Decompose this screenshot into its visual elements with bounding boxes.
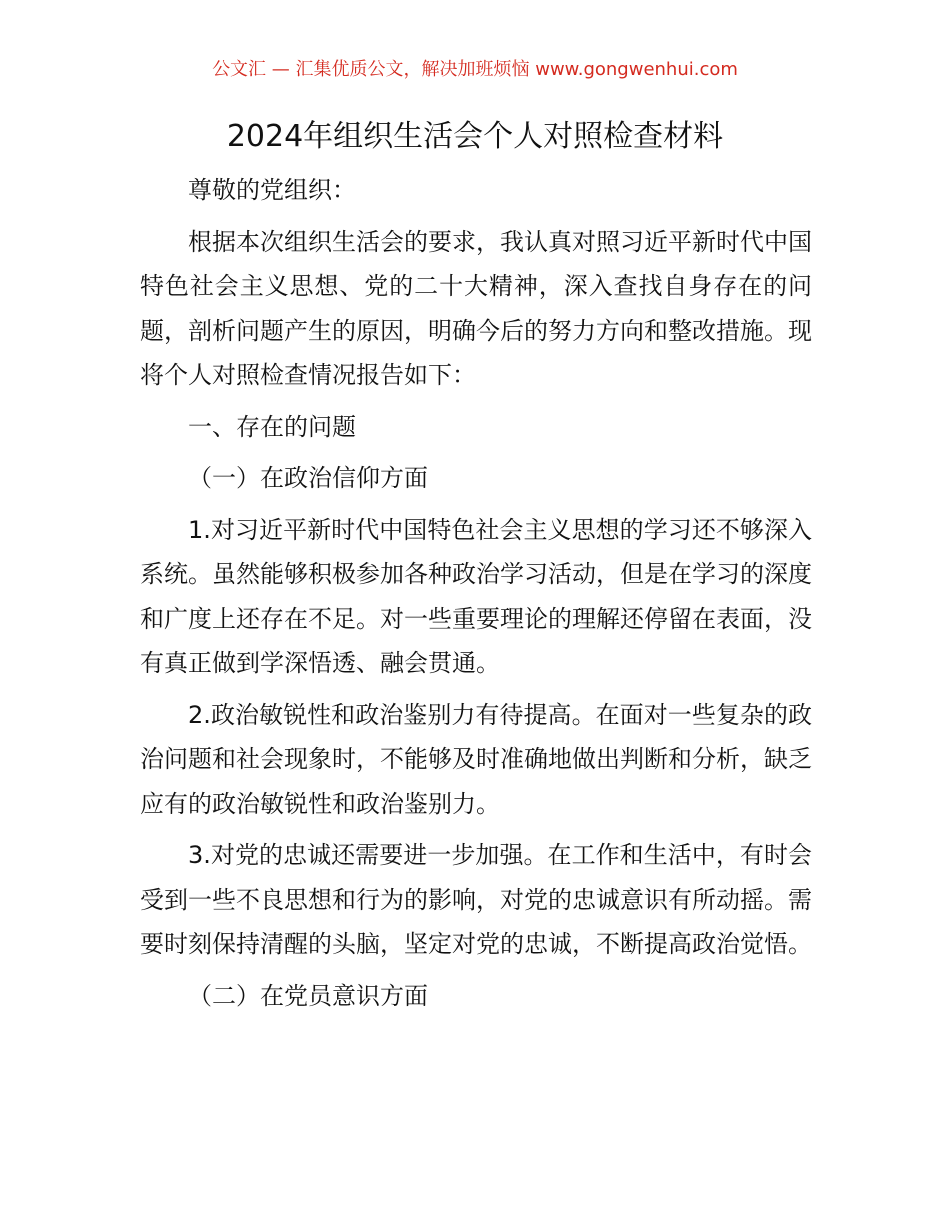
problem-item-1: 1.对习近平新时代中国特色社会主义思想的学习还不够深入系统。虽然能够积极参加各种政治学习活动，但是在学习的深度和广度上还存在不足。对一些重要理论的理解还停留在表面，没有真正做到学深悟透、融会贯通。: [140, 515, 812, 677]
subsection-heading-political-belief: （一）在政治信仰方面: [188, 464, 428, 492]
problem-item-2: 2.政治敏锐性和政治鉴别力有待提高。在面对一些复杂的政治问题和社会现象时，不能够及时准确地做出判断和分析，缺乏应有的政治敏锐性和政治鉴别力。: [140, 700, 812, 818]
subsection-heading-party-awareness: （二）在党员意识方面: [188, 981, 428, 1010]
document-title: 2024年组织生活会个人对照检查材料: [226, 119, 724, 154]
problem-item-3: 3.对党的忠诚还需要进一步加强。在工作和生活中，有时会受到一些不良思想和行为的影响，对党的忠诚意识有所动摇。需要时刻保持清醒的头脑，坚定对党的忠诚，不断提高政治觉悟。: [140, 841, 812, 958]
section-heading-problems: 一、存在的问题: [188, 412, 356, 441]
salutation: 尊敬的党组织：: [188, 176, 356, 204]
header-banner: 公文汇 — 汇集优质公文，解决加班烦恼 www.gongwenhui.com: [212, 59, 738, 80]
document-body: [140, 168, 812, 1018]
intro-paragraph: 根据本次组织生活会的要求，我认真对照习近平新时代中国特色社会主义思想、党的二十大精神，深入查找自身存在的问题，剖析问题产生的原因，明确今后的努力方向和整改措施。现将个人对照检查情况报告如下：: [140, 227, 812, 389]
